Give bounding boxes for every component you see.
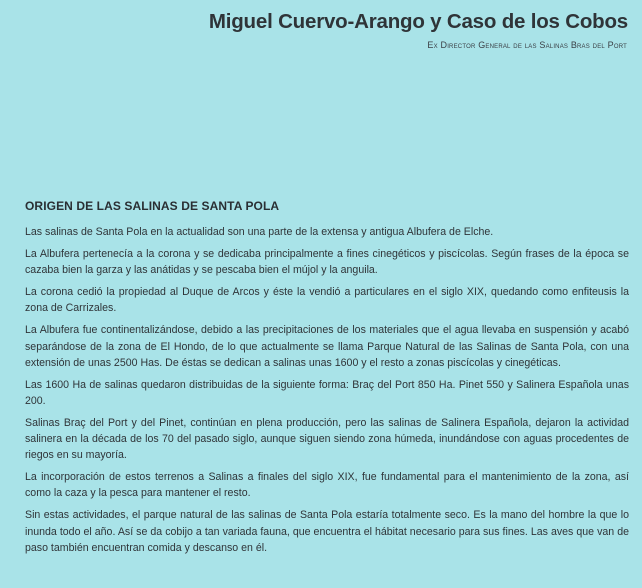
paragraph: Las 1600 Ha de salinas quedaron distribuidas de la siguiente forma: Braç del Port 850 Ha. Pinet 550 y Salinera Española unas 200. [25,378,629,407]
section-title: ORIGEN DE LAS SALINAS DE SANTA POLA [25,199,280,213]
paragraph: La Albufera pertenecía a la corona y se dedicaba principalmente a fines cinegéticos y piscícolas. Según frases de la época se cazaba bien la garza y las anátidas y se pescaba bien el mújol y la anguila. [25,248,629,277]
paragraph: La Albufera fue continentalizándose, debido a las precipitaciones de los materiales que el agua llevaba en suspensión y acabó separándose de la zona de El Hondo, de lo que actualmente se llama Parque Natural de las Salinas de Santa Pola, con una extensión de unas 2500 Has. De éstas se dedican a salinas unas 1600 y el resto a zonas piscícolas y cinegéticas. [25,324,629,369]
paragraph: Sin estas actividades, el parque natural de las salinas de Santa Pola estaría totalmente seco. Es la mano del hombre la que lo inunda todo el año. Así se da cobijo a tan variada fauna, que encuentra el hábitat necesario para sus fines. Las aves que van de paso también encuentran comida y descanso en él. [25,509,629,554]
paragraph: La incorporación de estos terrenos a Salinas a finales del siglo XIX, fue fundamental para el mantenimiento de la zona, así como la caza y la pesca para mantener el resto. [25,471,629,500]
author-name: Miguel Cuervo-Arango y Caso de los Cobos [208,10,628,33]
paragraph: Salinas Braç del Port y del Pinet, continúan en plena producción, pero las salinas de Salinera Española, dejaron la actividad salinera en la década de los 70 del pasado siglo, aunque siguen siendo zona húmeda, inundándose con aguas procedentes de riegos en su mayoría. [25,416,629,462]
paragraph: Las salinas de Santa Pola en la actualidad son una parte de la extensa y antigua Albufera de Elche. [25,226,494,238]
author-role: Ex Director General de las Salinas Bras del Port [427,40,627,50]
paragraph: La corona cedió la propiedad al Duque de Arcos y éste la vendió a particulares en el siglo XIX, quedando como enfiteusis la zona de Carrizales. [25,286,629,315]
article-body [25,199,629,562]
